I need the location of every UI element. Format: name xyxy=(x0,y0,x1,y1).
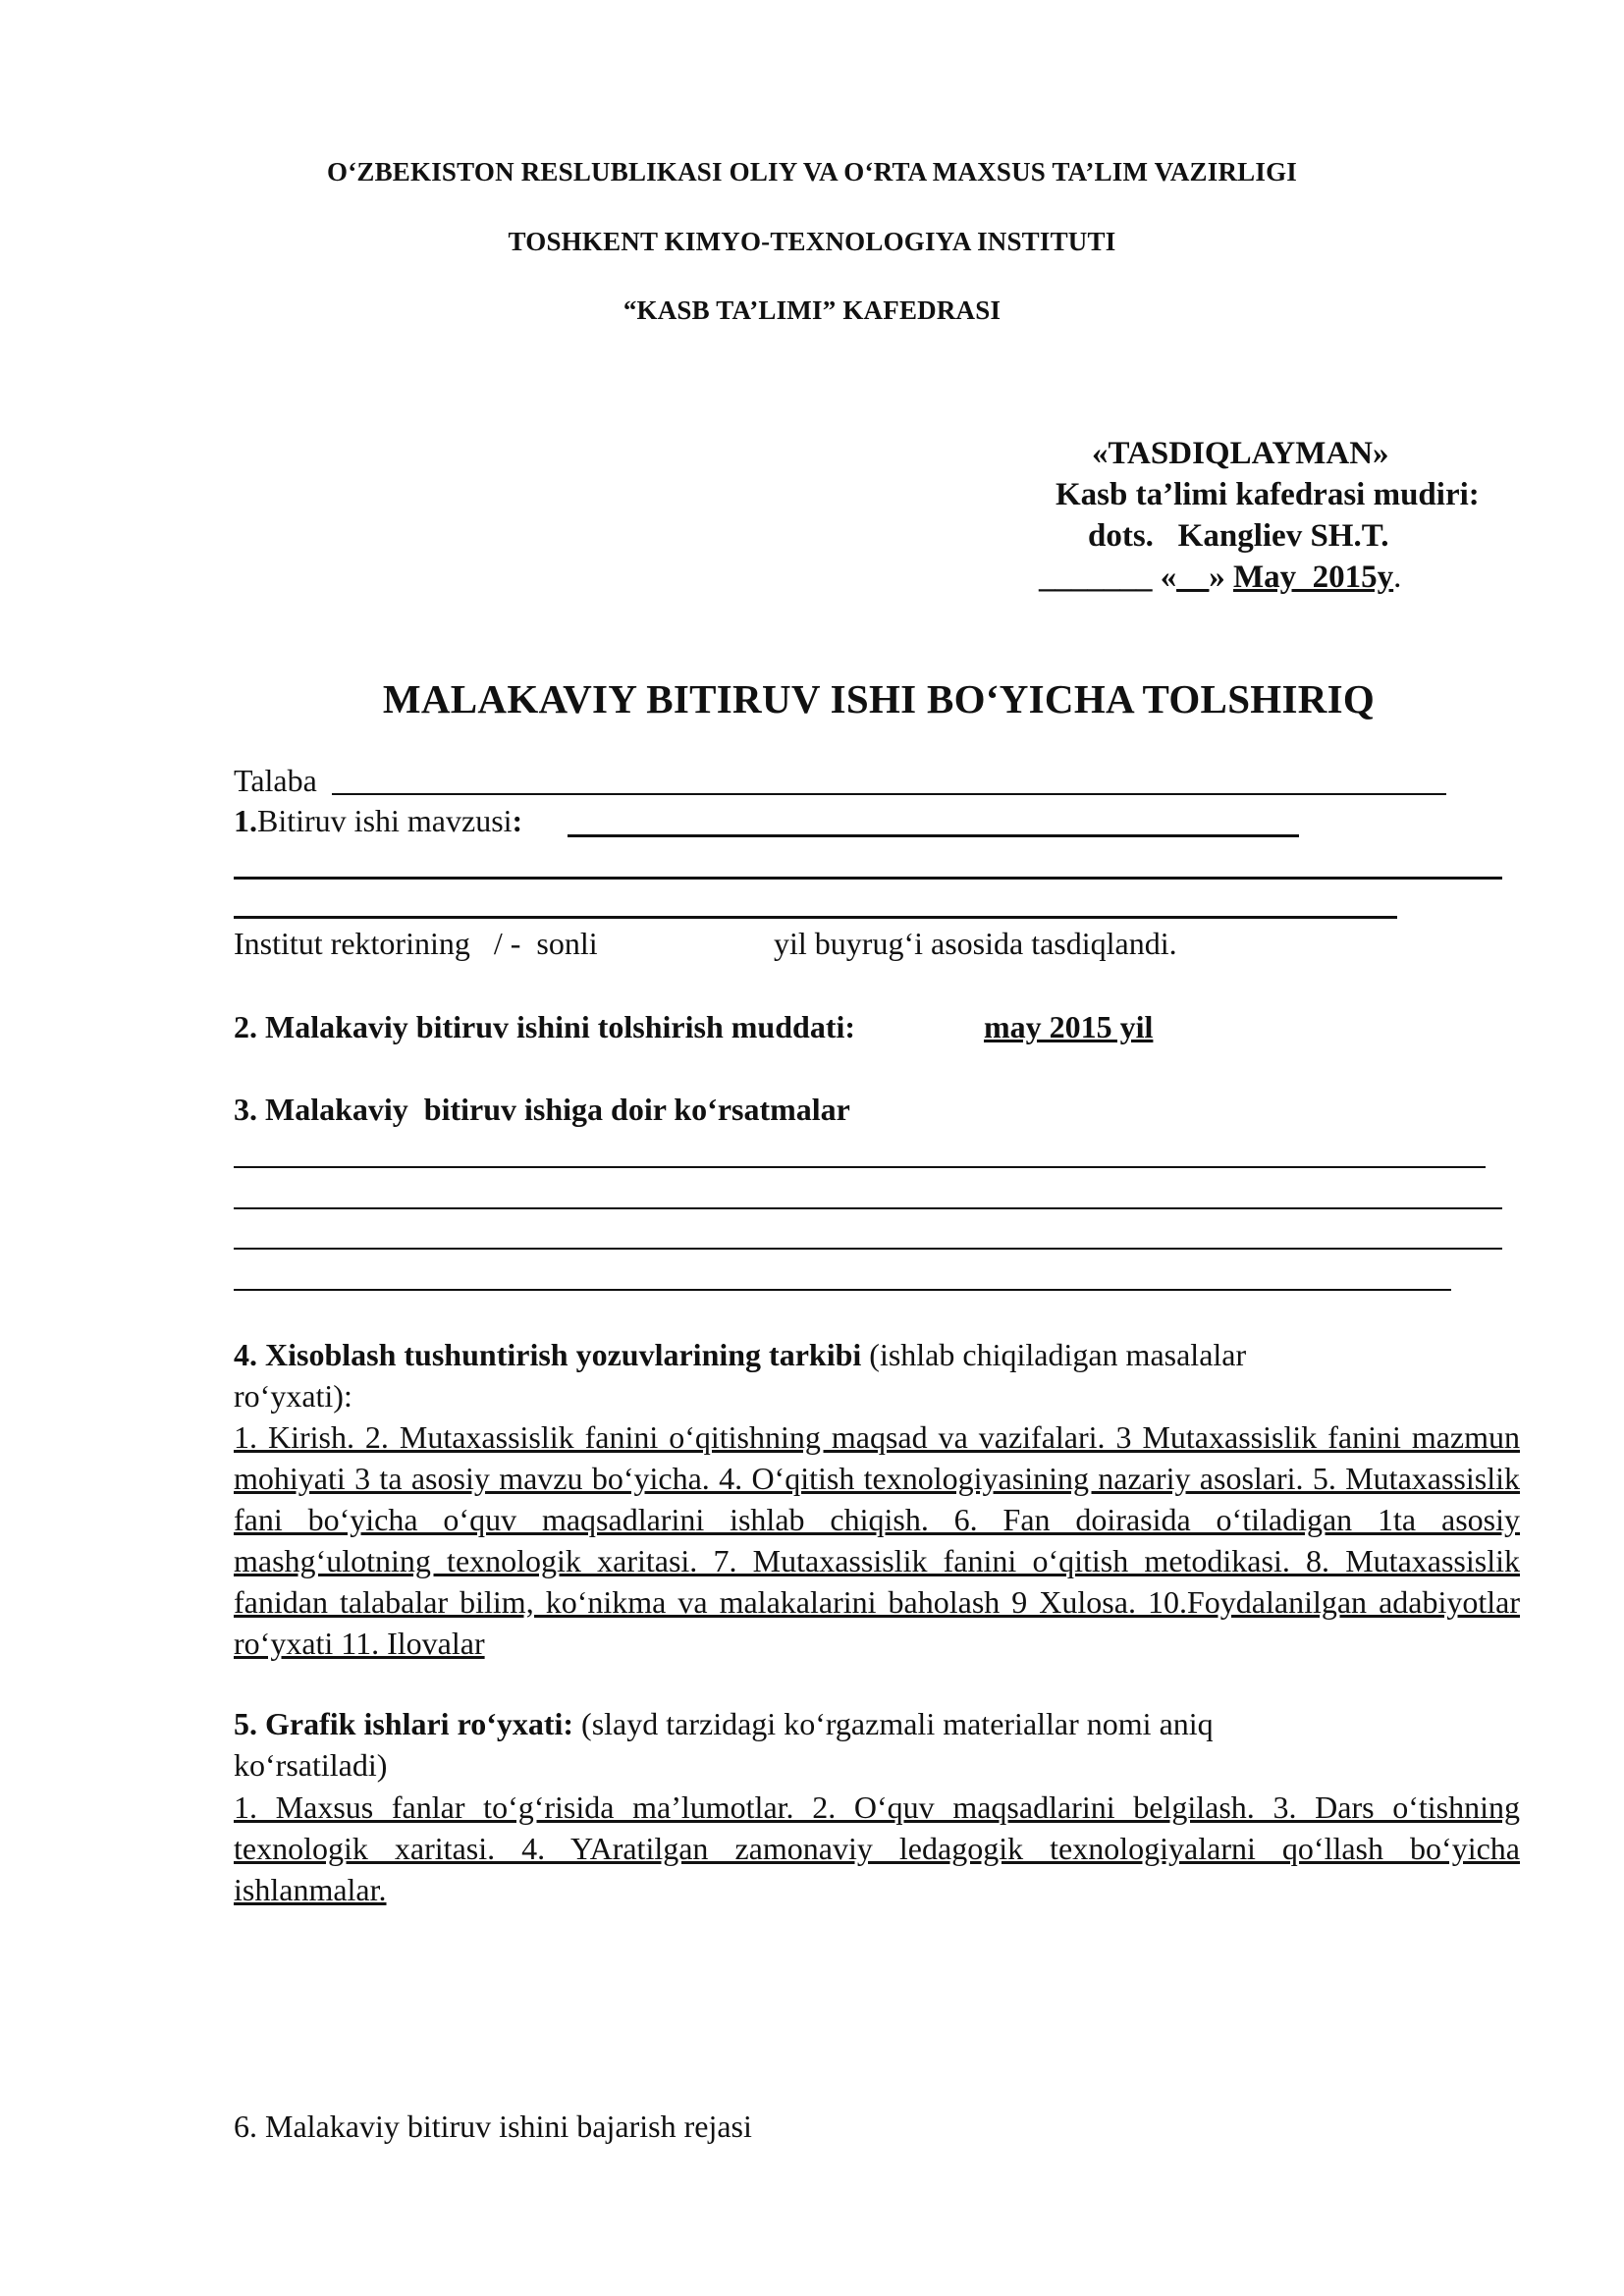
instructions-line-1 xyxy=(234,1166,1486,1168)
day-close-quote: » xyxy=(1209,560,1225,595)
section5-label-bold: 5. Grafik ishlari ro‘yxati: xyxy=(234,1706,574,1741)
topic-field-line-2 xyxy=(234,877,1502,880)
day-blank: __ xyxy=(1176,560,1210,595)
topic-label: Bitiruv ishi mavzusi xyxy=(257,803,513,838)
date-blank: _______ xyxy=(1039,560,1153,595)
student-field-line xyxy=(332,793,1446,795)
day-open-quote: « xyxy=(1160,560,1177,595)
topic-field-line-1 xyxy=(568,834,1299,837)
order-text-2: yil buyrug‘i asosida tasdiqlandi. xyxy=(774,926,1177,961)
section5-label-rest: (slayd tarzidagi ko‘rgazmali materiallar nomi aniq xyxy=(573,1706,1214,1741)
approval-period: . xyxy=(1393,560,1402,595)
approval-date xyxy=(1039,560,1401,596)
approval-stamp: «TASDIQLAYMAN» xyxy=(1092,436,1389,471)
approval-person: dots. Kangliev SH.T. xyxy=(1088,518,1389,554)
section4-label xyxy=(234,1337,1246,1373)
topic-label-line xyxy=(234,803,522,839)
section4-label-line2: ro‘yxati): xyxy=(234,1378,352,1414)
section5-label xyxy=(234,1706,1214,1742)
section5-label-line2: ko‘rsatiladi) xyxy=(234,1747,388,1783)
department-heading: “KASB TA’LIMI” KAFEDRASI xyxy=(623,295,1001,325)
section4-content: 1. Kirish. 2. Mutaxassislik fanini o‘qitishning maqsad va vazifalari. 3 Mutaxassislik fanini mazmun mohiyati 3 ta asosiy mavzu bo‘yicha. 4. O‘qitish texnologiyasining nazariy asoslari. 5. Mutaxassislik fani bo‘yicha o‘quv maqsadlarini ishlab chiqish. 6. Fan doirasida o‘tiladigan 1ta asosiy mashg‘ulotning texnologik xaritasi. 7. Mutaxassislik fanini o‘qitish metodikasi. 8. Mutaxassislik fanidan talabalar bilim, ko‘nikma va malakalarini baholash 9 Xulosa. 10.Foydalanilgan adabiyotlar ro‘yxati 11. Ilovalar xyxy=(234,1419,1520,1661)
deadline-label: 2. Malakaviy bitiruv ishini tolshirish muddati: xyxy=(234,1009,856,1044)
approval-month-year: May 2015y xyxy=(1233,560,1394,595)
section6-label: 6. Malakaviy bitiruv ishini bajarish rejasi xyxy=(234,2109,752,2144)
instructions-line-4 xyxy=(234,1289,1451,1291)
ministry-heading: O‘ZBEKISTON RESLUBLIKASI OLIY VA O‘RTA MAXSUS TA’LIM VAZIRLIGI xyxy=(327,157,1297,187)
section4-label-rest: (ishlab chiqiladigan masalalar xyxy=(861,1337,1247,1372)
instructions-line-2 xyxy=(234,1207,1502,1209)
page-title: MALAKAVIY BITIRUV ISHI BO‘YICHA TOLSHIRIQ xyxy=(382,676,1376,721)
instructions-label: 3. Malakaviy bitiruv ishiga doir ko‘rsatmalar xyxy=(234,1092,850,1127)
topic-field-line-3 xyxy=(234,916,1397,919)
deadline-value: may 2015 yil xyxy=(984,1009,1154,1044)
topic-colon: : xyxy=(512,803,523,838)
instructions-line-3 xyxy=(234,1248,1502,1250)
topic-number: 1. xyxy=(234,803,257,838)
section5-content: 1. Maxsus fanlar to‘g‘risida ma’lumotlar. 2. O‘quv maqsadlarini belgilash. 3. Dars o‘tishning texnologik xaritasi. 4. YAratilgan zamonaviy ledagogik texnologiyalarni qo‘llash bo‘yicha ishlanmalar. xyxy=(234,1789,1520,1907)
section4-label-bold: 4. Xisoblash tushuntirish yozuvlarining tarkibi xyxy=(234,1337,862,1372)
order-text: Institut rektorining / - sonli xyxy=(234,926,598,961)
institute-heading: TOSHKENT KIMYO-TEXNOLOGIYA INSTITUTI xyxy=(508,227,1116,256)
approval-role: Kasb ta’limi kafedrasi mudiri: xyxy=(1056,477,1480,512)
student-label: Talaba xyxy=(234,763,317,798)
